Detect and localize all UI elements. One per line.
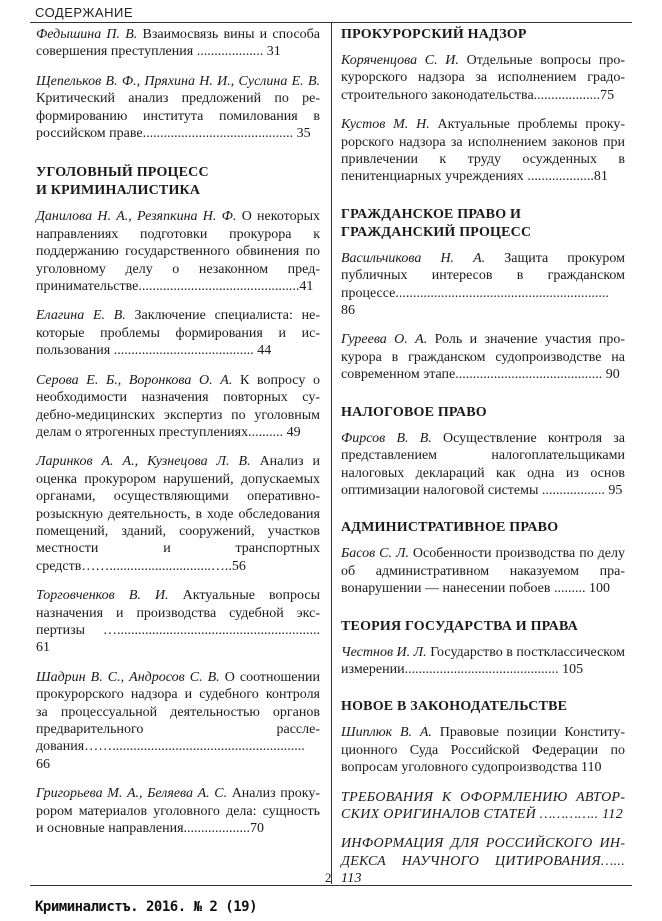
page-number-ref: 31 [263,44,281,60]
section-title-tax-law: НАЛОГОВОЕ ПРАВО [341,404,487,420]
toc-entry[interactable]: Кустов М. Н. Актуальные проблемы прокурорского надзора за исполнением законов при привлечении к труду осужденных в пенитенциарных учреждениях ...................81 [341,117,625,185]
column-divider [331,22,332,884]
left-column [36,26,320,849]
toc-entry[interactable]: Шадрин В. С., Андросов С. В. О соотношении прокурорского надзора и судебного контроля за процессуальной деятельностью органов предварительного расследования……....................................................... 66 [36,669,320,772]
page-number-ref: 61 [36,640,50,656]
page-number-ref: 105 [558,661,584,677]
section-title-civil-law: ГРАЖДАНСКОЕ ПРАВО И ГРАЖДАНСКИЙ ПРОЦЕСС [341,206,532,240]
page-number-ref: 75 [600,87,615,103]
toc-entry[interactable]: Григорьева М. А., Беляева А. С. Анализ прокурором материалов уголовного дела: сущность и основные направления...................70 [36,786,321,837]
page-number-ref: 41 [299,279,314,295]
page-number-ref: 49 [283,424,301,440]
toc-entry[interactable]: Шиплюк В. А. Правовые позиции Конституционного Суда Российской Федерации по вопросам уголовного судопроизводства 110 [341,725,625,776]
toc-entry[interactable]: Гуреева О. А. Роль и значение участия прокурора в гражданском судопроизводстве на современном этапе.......................................... 90 [341,332,625,383]
toc-entry[interactable]: Елагина Е. В. Заключение специалиста: некоторые проблемы формирования и использования ........................................ 44 [36,308,320,359]
toc-entry-citation-index[interactable]: ИНФОРМАЦИЯ ДЛЯ РОССИЙСКОГО ИНДЕКСА НАУЧНОГО ЦИТИРОВАНИЯ…... 113 [341,836,625,887]
toc-entry[interactable]: Ларинков А. А., Кузнецова Л. В. Анализ и оценка прокурором нарушений, допускаемых органами, осуществляющими оперативно-розыскную деятельность, в ходе обследования помещений, зданий, сооружений, участков местности и транспортных средств…….............................…..56 [36,454,320,574]
section-title-criminal-procedure: УГОЛОВНЫЙ ПРОЦЕСС И КРИМИНАЛИСТИКА [36,165,209,199]
page-number-ref: 100 [585,581,610,597]
toc-entry[interactable]: Щепельков В. Ф., Пряхина Н. И., Суслина Е. В. Критический анализ предложений по реформированию института помилования в российском праве........................................... 35 [36,73,320,142]
page-number-ref: 44 [253,343,272,359]
section-title-new-legislation: НОВОЕ В ЗАКОНОДАТЕЛЬСТВЕ [341,699,568,715]
page-number-ref: 81 [593,169,608,185]
toc-entry[interactable]: Басов С. Л. Особенности производства по делу об административном наказуемом правонарушении — нанесении побоев ......... 100 [341,546,625,597]
toc-entry-requirements[interactable]: ТРЕБОВАНИЯ К ОФОРМЛЕНИЮ АВТОРСКИХ ОРИГИНАЛОВ СТАТЕЙ ………….. 112 [341,789,625,822]
toc-entry[interactable]: Торговченков В. И. Актуальные вопросы назначения и производства судебной экспертизы ….......................................................... 61 [36,588,320,656]
toc-entry[interactable]: Серова Е. Б., Воронкова О. А. К вопросу о необходимости назначения повторных судебно-медицинских экспертиз по уголовным делам о ятрогенных преступлениях.......... 49 [36,372,320,440]
page-number-ref: 66 [36,756,50,772]
toc-entry[interactable]: Васильчикова Н. А. Защита прокуром публичных интересов в гражданском процессе............................................................. 86 [341,250,625,319]
page-number-ref: 70 [250,821,265,837]
page-number-ref: 86 [341,303,355,319]
toc-entry[interactable]: Данилова Н. А., Резяпкина Н. Ф. О некоторых направлениях подготовки прокурора к поддержанию государственного обвинения по уголовному делу о незаконном предпринимательстве..............................................41 [36,209,320,295]
section-header-label: СОДЕРЖАНИЕ [35,5,134,20]
page-number-ref: 110 [581,760,602,776]
toc-entry[interactable]: Коряченцова С. И. Отдельные вопросы прокурорского надзора за исполнением градостроительного законодательства...................75 [341,53,625,103]
toc-entry[interactable]: Честнов И. Л. Государство в постклассическом измерении............................................ 105 [341,644,625,677]
page-number-ref: 112 [598,806,624,822]
toc-entry[interactable]: Фирсов В. В. Осуществление контроля за представлением налогоплательщиками налоговых деклараций как одна из основ оптимизации налоговой системы .................. 95 [341,430,625,498]
page-number-ref: 56 [231,558,246,574]
footer-rule [30,885,632,886]
section-title-theory-of-state: ТЕОРИЯ ГОСУДАРСТВА И ПРАВА [341,618,578,634]
page-number-ref: 90 [602,367,620,383]
page-number-ref: 95 [604,482,623,498]
right-column [341,26,625,900]
journal-footer: Криминалистъ. 2016. № 2 (19) [35,899,258,915]
page-number: 2 [325,870,332,885]
page-number-ref: 113 [341,871,362,887]
section-title-administrative-law: АДМИНИСТРАТИВНОЕ ПРАВО [341,520,559,536]
toc-entry[interactable]: Федышина П. В. Взаимосвязь вины и способа совершения преступления ................... 31 [36,27,320,60]
section-title-prosecutorial-supervision: ПРОКУРОРСКИЙ НАДЗОР [341,27,527,42]
page-number-ref: 35 [293,126,311,142]
